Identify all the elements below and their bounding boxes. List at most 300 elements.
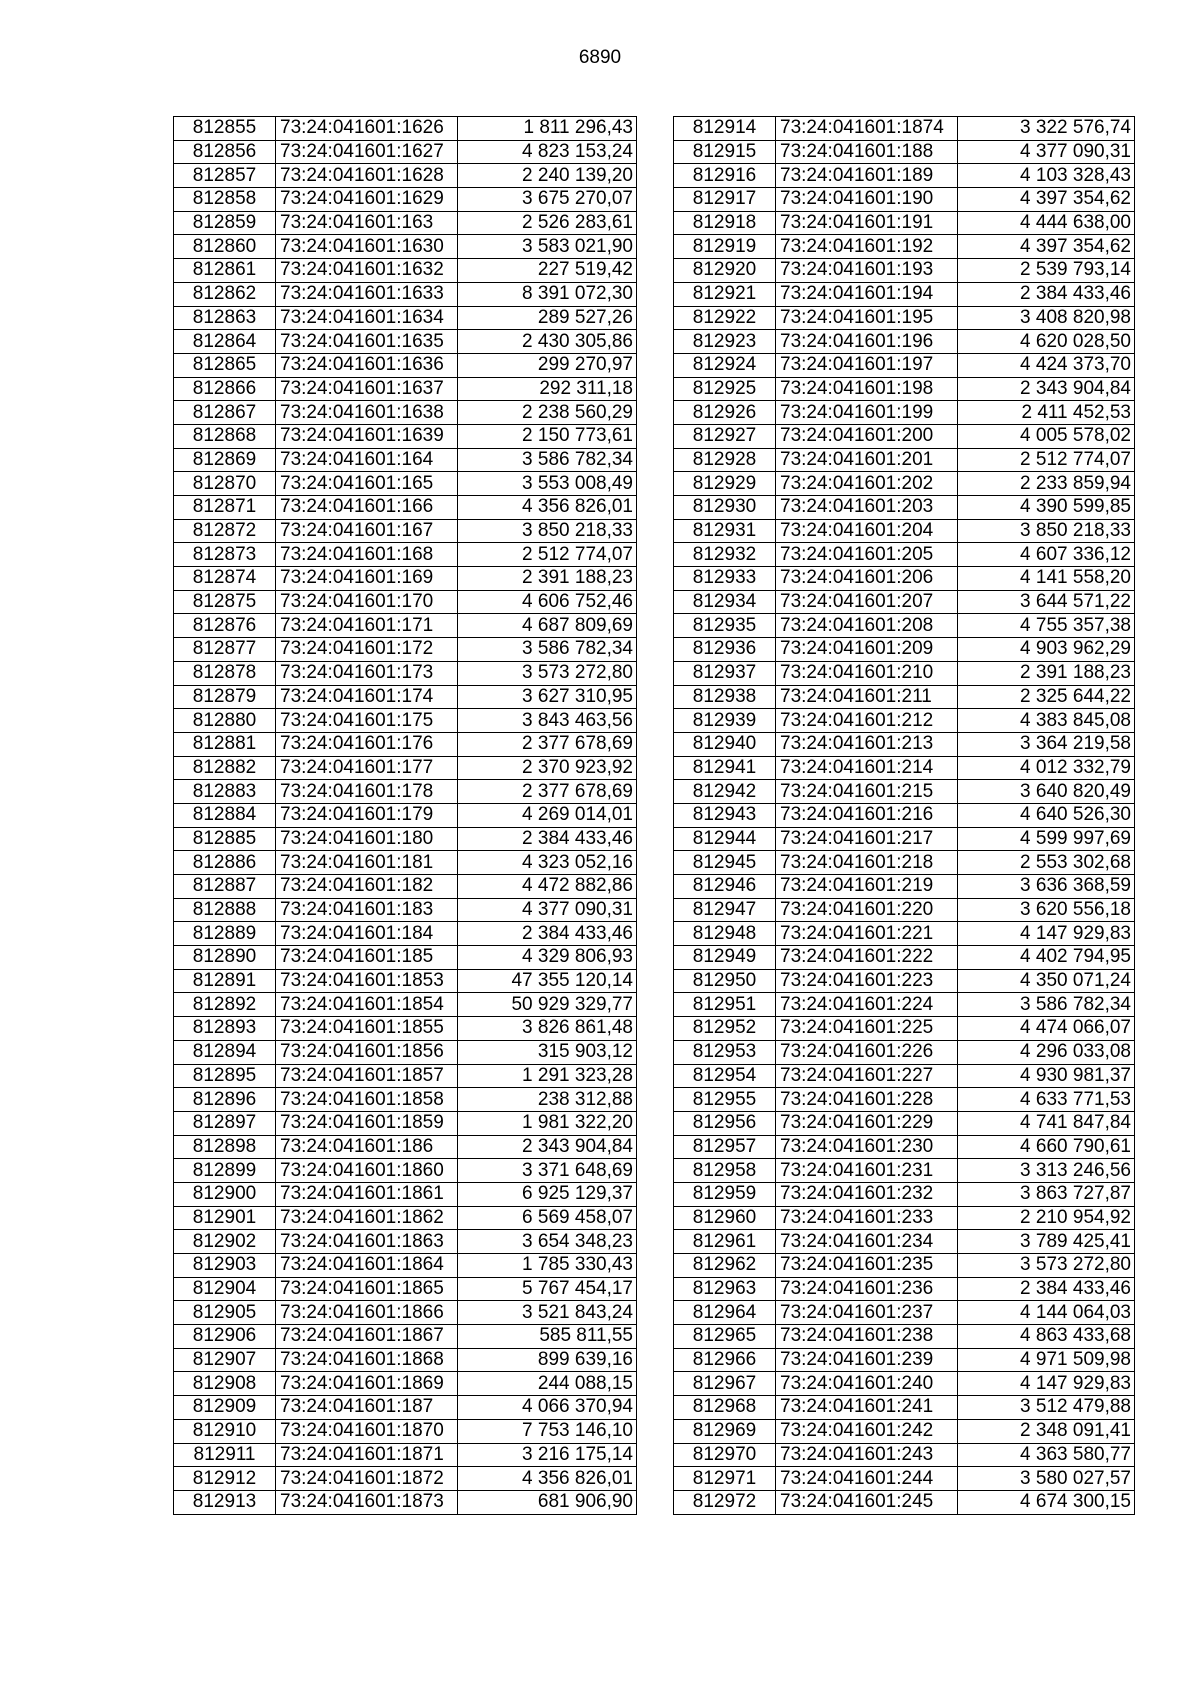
- value-cell: 3 863 727,87: [958, 1182, 1135, 1206]
- value-cell: 2 553 302,68: [958, 851, 1135, 875]
- value-cell: 4 383 845,08: [958, 709, 1135, 733]
- value-cell: 2 411 452,53: [958, 401, 1135, 425]
- cadastral-number-cell: 73:24:041601:1629: [276, 188, 458, 212]
- row-number-cell: 812888: [174, 898, 276, 922]
- cadastral-number-cell: 73:24:041601:197: [776, 353, 958, 377]
- table-row: [674, 922, 1135, 946]
- value-cell: 2 526 283,61: [458, 211, 637, 235]
- table-row: [174, 188, 637, 212]
- table-row: [174, 282, 637, 306]
- row-number-cell: 812873: [174, 543, 276, 567]
- row-number-cell: 812949: [674, 946, 776, 970]
- table-row: [174, 756, 637, 780]
- row-number-cell: 812886: [174, 851, 276, 875]
- value-cell: 3 586 782,34: [458, 448, 637, 472]
- table-row: [674, 803, 1135, 827]
- row-number-cell: 812932: [674, 543, 776, 567]
- table-row: [674, 140, 1135, 164]
- table-row: [674, 1490, 1135, 1514]
- value-cell: 244 088,15: [458, 1372, 637, 1396]
- row-number-cell: 812952: [674, 1017, 776, 1041]
- row-number-cell: 812915: [674, 140, 776, 164]
- row-number-cell: 812929: [674, 472, 776, 496]
- cadastral-number-cell: 73:24:041601:1870: [276, 1419, 458, 1443]
- cadastral-number-cell: 73:24:041601:190: [776, 188, 958, 212]
- value-cell: 4 687 809,69: [458, 614, 637, 638]
- row-number-cell: 812937: [674, 661, 776, 685]
- table-row: [174, 875, 637, 899]
- row-number-cell: 812960: [674, 1206, 776, 1230]
- table-row: [174, 1277, 637, 1301]
- value-cell: 4 620 028,50: [958, 330, 1135, 354]
- row-number-cell: 812876: [174, 614, 276, 638]
- cadastral-number-cell: 73:24:041601:1871: [276, 1443, 458, 1467]
- table-row: [674, 1111, 1135, 1135]
- table-row: [674, 353, 1135, 377]
- row-number-cell: 812912: [174, 1467, 276, 1491]
- row-number-cell: 812890: [174, 946, 276, 970]
- value-cell: 1 785 330,43: [458, 1254, 637, 1278]
- table-row: [174, 401, 637, 425]
- page-number: 6890: [578, 47, 622, 68]
- value-cell: 4 377 090,31: [958, 140, 1135, 164]
- value-cell: 3 322 576,74: [958, 117, 1135, 141]
- cadastral-number-cell: 73:24:041601:163: [276, 211, 458, 235]
- value-cell: 4 012 332,79: [958, 756, 1135, 780]
- cadastral-number-cell: 73:24:041601:1638: [276, 401, 458, 425]
- row-number-cell: 812972: [674, 1490, 776, 1514]
- row-number-cell: 812867: [174, 401, 276, 425]
- cadastral-number-cell: 73:24:041601:176: [276, 732, 458, 756]
- value-cell: 7 753 146,10: [458, 1419, 637, 1443]
- row-number-cell: 812958: [674, 1159, 776, 1183]
- row-number-cell: 812951: [674, 993, 776, 1017]
- table-row: [174, 330, 637, 354]
- value-cell: 4 633 771,53: [958, 1088, 1135, 1112]
- row-number-cell: 812864: [174, 330, 276, 354]
- value-cell: 2 430 305,86: [458, 330, 637, 354]
- value-cell: 2 370 923,92: [458, 756, 637, 780]
- row-number-cell: 812963: [674, 1277, 776, 1301]
- table-row: [674, 1325, 1135, 1349]
- cadastral-number-cell: 73:24:041601:1868: [276, 1348, 458, 1372]
- value-cell: 2 150 773,61: [458, 424, 637, 448]
- table-row: [174, 1490, 637, 1514]
- table-row: [174, 1419, 637, 1443]
- value-cell: 3 627 310,95: [458, 685, 637, 709]
- cadastral-number-cell: 73:24:041601:230: [776, 1135, 958, 1159]
- value-cell: 4 147 929,83: [958, 922, 1135, 946]
- row-number-cell: 812881: [174, 732, 276, 756]
- row-number-cell: 812922: [674, 306, 776, 330]
- row-number-cell: 812857: [174, 164, 276, 188]
- value-cell: 8 391 072,30: [458, 282, 637, 306]
- row-number-cell: 812970: [674, 1443, 776, 1467]
- cadastral-number-cell: 73:24:041601:1639: [276, 424, 458, 448]
- row-number-cell: 812956: [674, 1111, 776, 1135]
- cadastral-number-cell: 73:24:041601:1874: [776, 117, 958, 141]
- table-row: [674, 424, 1135, 448]
- table-row: [674, 1396, 1135, 1420]
- row-number-cell: 812954: [674, 1064, 776, 1088]
- cadastral-number-cell: 73:24:041601:1862: [276, 1206, 458, 1230]
- value-cell: 3 521 843,24: [458, 1301, 637, 1325]
- row-number-cell: 812885: [174, 827, 276, 851]
- row-number-cell: 812856: [174, 140, 276, 164]
- value-cell: 4 755 357,38: [958, 614, 1135, 638]
- value-cell: 4 823 153,24: [458, 140, 637, 164]
- table-row: [174, 259, 637, 283]
- table-row: [674, 590, 1135, 614]
- cadastral-number-cell: 73:24:041601:193: [776, 259, 958, 283]
- table-row: [674, 1017, 1135, 1041]
- value-cell: 50 929 329,77: [458, 993, 637, 1017]
- table-row: [674, 543, 1135, 567]
- value-cell: 2 210 954,92: [958, 1206, 1135, 1230]
- table-row: [174, 614, 637, 638]
- table-row: [174, 496, 637, 520]
- value-cell: 4 660 790,61: [958, 1135, 1135, 1159]
- cadastral-number-cell: 73:24:041601:206: [776, 567, 958, 591]
- cadastral-number-cell: 73:24:041601:170: [276, 590, 458, 614]
- cadastral-number-cell: 73:24:041601:1867: [276, 1325, 458, 1349]
- table-row: [674, 1372, 1135, 1396]
- row-number-cell: 812909: [174, 1396, 276, 1420]
- table-row: [174, 1443, 637, 1467]
- row-number-cell: 812944: [674, 827, 776, 851]
- row-number-cell: 812931: [674, 519, 776, 543]
- value-cell: 3 573 272,80: [958, 1254, 1135, 1278]
- cadastral-number-cell: 73:24:041601:1869: [276, 1372, 458, 1396]
- table-row: [174, 1040, 637, 1064]
- cadastral-number-cell: 73:24:041601:179: [276, 803, 458, 827]
- row-number-cell: 812921: [674, 282, 776, 306]
- cadastral-number-cell: 73:24:041601:1872: [276, 1467, 458, 1491]
- value-cell: 3 573 272,80: [458, 661, 637, 685]
- cadastral-number-cell: 73:24:041601:177: [276, 756, 458, 780]
- cadastral-number-cell: 73:24:041601:1860: [276, 1159, 458, 1183]
- table-row: [174, 424, 637, 448]
- cadastral-number-cell: 73:24:041601:203: [776, 496, 958, 520]
- value-cell: 4 144 064,03: [958, 1301, 1135, 1325]
- cadastral-number-cell: 73:24:041601:166: [276, 496, 458, 520]
- table-row: [174, 993, 637, 1017]
- row-number-cell: 812894: [174, 1040, 276, 1064]
- cadastral-number-cell: 73:24:041601:1633: [276, 282, 458, 306]
- value-cell: 3 553 008,49: [458, 472, 637, 496]
- cadastral-number-cell: 73:24:041601:195: [776, 306, 958, 330]
- row-number-cell: 812941: [674, 756, 776, 780]
- value-cell: 3 850 218,33: [958, 519, 1135, 543]
- table-row: [674, 756, 1135, 780]
- cadastral-number-cell: 73:24:041601:178: [276, 780, 458, 804]
- value-cell: 4 397 354,62: [958, 235, 1135, 259]
- table-row: [674, 614, 1135, 638]
- row-number-cell: 812879: [174, 685, 276, 709]
- table-row: [174, 709, 637, 733]
- table-row: [674, 164, 1135, 188]
- value-cell: 299 270,97: [458, 353, 637, 377]
- cadastral-number-cell: 73:24:041601:241: [776, 1396, 958, 1420]
- cadastral-number-cell: 73:24:041601:183: [276, 898, 458, 922]
- cadastral-number-cell: 73:24:041601:202: [776, 472, 958, 496]
- value-cell: 4 474 066,07: [958, 1017, 1135, 1041]
- table-row: [674, 117, 1135, 141]
- cadastral-number-cell: 73:24:041601:214: [776, 756, 958, 780]
- table-row: [174, 117, 637, 141]
- cadastral-number-cell: 73:24:041601:189: [776, 164, 958, 188]
- value-cell: 585 811,55: [458, 1325, 637, 1349]
- row-number-cell: 812899: [174, 1159, 276, 1183]
- value-cell: 4 377 090,31: [458, 898, 637, 922]
- cadastral-number-cell: 73:24:041601:215: [776, 780, 958, 804]
- row-number-cell: 812959: [674, 1182, 776, 1206]
- table-row: [174, 1206, 637, 1230]
- value-cell: 2 240 139,20: [458, 164, 637, 188]
- table-row: [174, 1135, 637, 1159]
- table-row: [174, 235, 637, 259]
- table-row: [174, 1182, 637, 1206]
- table-row: [174, 543, 637, 567]
- value-cell: 4 141 558,20: [958, 567, 1135, 591]
- row-number-cell: 812957: [674, 1135, 776, 1159]
- table-row: [174, 946, 637, 970]
- table-row: [674, 1088, 1135, 1112]
- value-cell: 3 620 556,18: [958, 898, 1135, 922]
- table-row: [174, 1017, 637, 1041]
- value-cell: 4 863 433,68: [958, 1325, 1135, 1349]
- cadastral-number-cell: 73:24:041601:234: [776, 1230, 958, 1254]
- table-row: [174, 1467, 637, 1491]
- table-row: [674, 898, 1135, 922]
- cadastral-number-cell: 73:24:041601:1628: [276, 164, 458, 188]
- value-cell: 4 329 806,93: [458, 946, 637, 970]
- table-row: [674, 1230, 1135, 1254]
- cadastral-number-cell: 73:24:041601:180: [276, 827, 458, 851]
- value-cell: 4 599 997,69: [958, 827, 1135, 851]
- table-row: [174, 1396, 637, 1420]
- table-row: [174, 1159, 637, 1183]
- cadastral-number-cell: 73:24:041601:1630: [276, 235, 458, 259]
- row-number-cell: 812904: [174, 1277, 276, 1301]
- row-number-cell: 812911: [174, 1443, 276, 1467]
- value-cell: 47 355 120,14: [458, 969, 637, 993]
- row-number-cell: 812892: [174, 993, 276, 1017]
- cadastral-number-cell: 73:24:041601:1861: [276, 1182, 458, 1206]
- table-row: [174, 969, 637, 993]
- value-cell: 2 377 678,69: [458, 732, 637, 756]
- cadastral-number-cell: 73:24:041601:211: [776, 685, 958, 709]
- cadastral-number-cell: 73:24:041601:1632: [276, 259, 458, 283]
- row-number-cell: 812939: [674, 709, 776, 733]
- table-row: [674, 1040, 1135, 1064]
- row-number-cell: 812893: [174, 1017, 276, 1041]
- table-row: [174, 661, 637, 685]
- value-cell: 2 512 774,07: [458, 543, 637, 567]
- value-cell: 4 356 826,01: [458, 496, 637, 520]
- row-number-cell: 812924: [674, 353, 776, 377]
- row-number-cell: 812882: [174, 756, 276, 780]
- cadastral-number-cell: 73:24:041601:168: [276, 543, 458, 567]
- table-row: [674, 851, 1135, 875]
- value-cell: 4 323 052,16: [458, 851, 637, 875]
- row-number-cell: 812877: [174, 638, 276, 662]
- table-row: [674, 685, 1135, 709]
- row-number-cell: 812898: [174, 1135, 276, 1159]
- value-cell: 4 296 033,08: [958, 1040, 1135, 1064]
- cadastral-number-cell: 73:24:041601:172: [276, 638, 458, 662]
- value-cell: 4 005 578,02: [958, 424, 1135, 448]
- cadastral-number-cell: 73:24:041601:192: [776, 235, 958, 259]
- value-cell: 4 674 300,15: [958, 1490, 1135, 1514]
- row-number-cell: 812855: [174, 117, 276, 141]
- value-cell: 3 843 463,56: [458, 709, 637, 733]
- value-cell: 2 343 904,84: [458, 1135, 637, 1159]
- table-row: [674, 780, 1135, 804]
- table-row: [174, 211, 637, 235]
- cadastral-number-cell: 73:24:041601:1866: [276, 1301, 458, 1325]
- table-row: [174, 590, 637, 614]
- table-row: [674, 1467, 1135, 1491]
- table-row: [674, 401, 1135, 425]
- value-cell: 4 424 373,70: [958, 353, 1135, 377]
- cadastral-number-cell: 73:24:041601:191: [776, 211, 958, 235]
- row-number-cell: 812891: [174, 969, 276, 993]
- cadastral-number-cell: 73:24:041601:220: [776, 898, 958, 922]
- row-number-cell: 812875: [174, 590, 276, 614]
- row-number-cell: 812967: [674, 1372, 776, 1396]
- row-number-cell: 812945: [674, 851, 776, 875]
- left-register-table: [173, 116, 637, 1515]
- row-number-cell: 812900: [174, 1182, 276, 1206]
- cadastral-number-cell: 73:24:041601:208: [776, 614, 958, 638]
- row-number-cell: 812914: [674, 117, 776, 141]
- row-number-cell: 812868: [174, 424, 276, 448]
- left-register-body: [174, 117, 637, 1515]
- cadastral-number-cell: 73:24:041601:233: [776, 1206, 958, 1230]
- table-row: [174, 519, 637, 543]
- cadastral-number-cell: 73:24:041601:236: [776, 1277, 958, 1301]
- row-number-cell: 812910: [174, 1419, 276, 1443]
- row-number-cell: 812863: [174, 306, 276, 330]
- table-row: [674, 259, 1135, 283]
- row-number-cell: 812905: [174, 1301, 276, 1325]
- row-number-cell: 812862: [174, 282, 276, 306]
- cadastral-number-cell: 73:24:041601:218: [776, 851, 958, 875]
- value-cell: 2 384 433,46: [458, 827, 637, 851]
- row-number-cell: 812966: [674, 1348, 776, 1372]
- cadastral-number-cell: 73:24:041601:1864: [276, 1254, 458, 1278]
- table-row: [174, 732, 637, 756]
- value-cell: 4 640 526,30: [958, 803, 1135, 827]
- cadastral-number-cell: 73:24:041601:1853: [276, 969, 458, 993]
- value-cell: 3 789 425,41: [958, 1230, 1135, 1254]
- value-cell: 3 640 820,49: [958, 780, 1135, 804]
- table-row: [174, 306, 637, 330]
- row-number-cell: 812883: [174, 780, 276, 804]
- table-row: [174, 898, 637, 922]
- value-cell: 3 583 021,90: [458, 235, 637, 259]
- cadastral-number-cell: 73:24:041601:219: [776, 875, 958, 899]
- row-number-cell: 812926: [674, 401, 776, 425]
- table-row: [674, 188, 1135, 212]
- row-number-cell: 812947: [674, 898, 776, 922]
- row-number-cell: 812968: [674, 1396, 776, 1420]
- value-cell: 2 391 188,23: [458, 567, 637, 591]
- value-cell: 4 903 962,29: [958, 638, 1135, 662]
- value-cell: 4 606 752,46: [458, 590, 637, 614]
- right-register-body: [674, 117, 1135, 1515]
- value-cell: 681 906,90: [458, 1490, 637, 1514]
- cadastral-number-cell: 73:24:041601:1859: [276, 1111, 458, 1135]
- row-number-cell: 812933: [674, 567, 776, 591]
- value-cell: 3 654 348,23: [458, 1230, 637, 1254]
- row-number-cell: 812971: [674, 1467, 776, 1491]
- value-cell: 4 066 370,94: [458, 1396, 637, 1420]
- row-number-cell: 812866: [174, 377, 276, 401]
- table-row: [174, 851, 637, 875]
- table-row: [174, 1254, 637, 1278]
- cadastral-number-cell: 73:24:041601:227: [776, 1064, 958, 1088]
- row-number-cell: 812940: [674, 732, 776, 756]
- table-row: [674, 1135, 1135, 1159]
- table-row: [674, 1348, 1135, 1372]
- cadastral-number-cell: 73:24:041601:1854: [276, 993, 458, 1017]
- row-number-cell: 812934: [674, 590, 776, 614]
- table-row: [674, 211, 1135, 235]
- table-row: [674, 1159, 1135, 1183]
- cadastral-number-cell: 73:24:041601:225: [776, 1017, 958, 1041]
- value-cell: 4 363 580,77: [958, 1443, 1135, 1467]
- row-number-cell: 812874: [174, 567, 276, 591]
- cadastral-number-cell: 73:24:041601:228: [776, 1088, 958, 1112]
- table-row: [174, 1230, 637, 1254]
- value-cell: 1 981 322,20: [458, 1111, 637, 1135]
- table-row: [174, 377, 637, 401]
- cadastral-number-cell: 73:24:041601:196: [776, 330, 958, 354]
- value-cell: 227 519,42: [458, 259, 637, 283]
- table-row: [674, 306, 1135, 330]
- value-cell: 3 586 782,34: [458, 638, 637, 662]
- cadastral-number-cell: 73:24:041601:205: [776, 543, 958, 567]
- cadastral-number-cell: 73:24:041601:226: [776, 1040, 958, 1064]
- table-row: [174, 827, 637, 851]
- value-cell: 2 343 904,84: [958, 377, 1135, 401]
- table-row: [674, 282, 1135, 306]
- table-row: [174, 448, 637, 472]
- row-number-cell: 812942: [674, 780, 776, 804]
- row-number-cell: 812935: [674, 614, 776, 638]
- cadastral-number-cell: 73:24:041601:224: [776, 993, 958, 1017]
- row-number-cell: 812858: [174, 188, 276, 212]
- cadastral-number-cell: 73:24:041601:212: [776, 709, 958, 733]
- value-cell: 4 930 981,37: [958, 1064, 1135, 1088]
- table-row: [174, 1348, 637, 1372]
- row-number-cell: 812964: [674, 1301, 776, 1325]
- table-row: [674, 448, 1135, 472]
- value-cell: 2 233 859,94: [958, 472, 1135, 496]
- row-number-cell: 812869: [174, 448, 276, 472]
- table-row: [674, 661, 1135, 685]
- cadastral-number-cell: 73:24:041601:239: [776, 1348, 958, 1372]
- cadastral-number-cell: 73:24:041601:1855: [276, 1017, 458, 1041]
- value-cell: 4 472 882,86: [458, 875, 637, 899]
- cadastral-number-cell: 73:24:041601:238: [776, 1325, 958, 1349]
- row-number-cell: 812887: [174, 875, 276, 899]
- table-row: [674, 875, 1135, 899]
- table-row: [174, 1301, 637, 1325]
- row-number-cell: 812920: [674, 259, 776, 283]
